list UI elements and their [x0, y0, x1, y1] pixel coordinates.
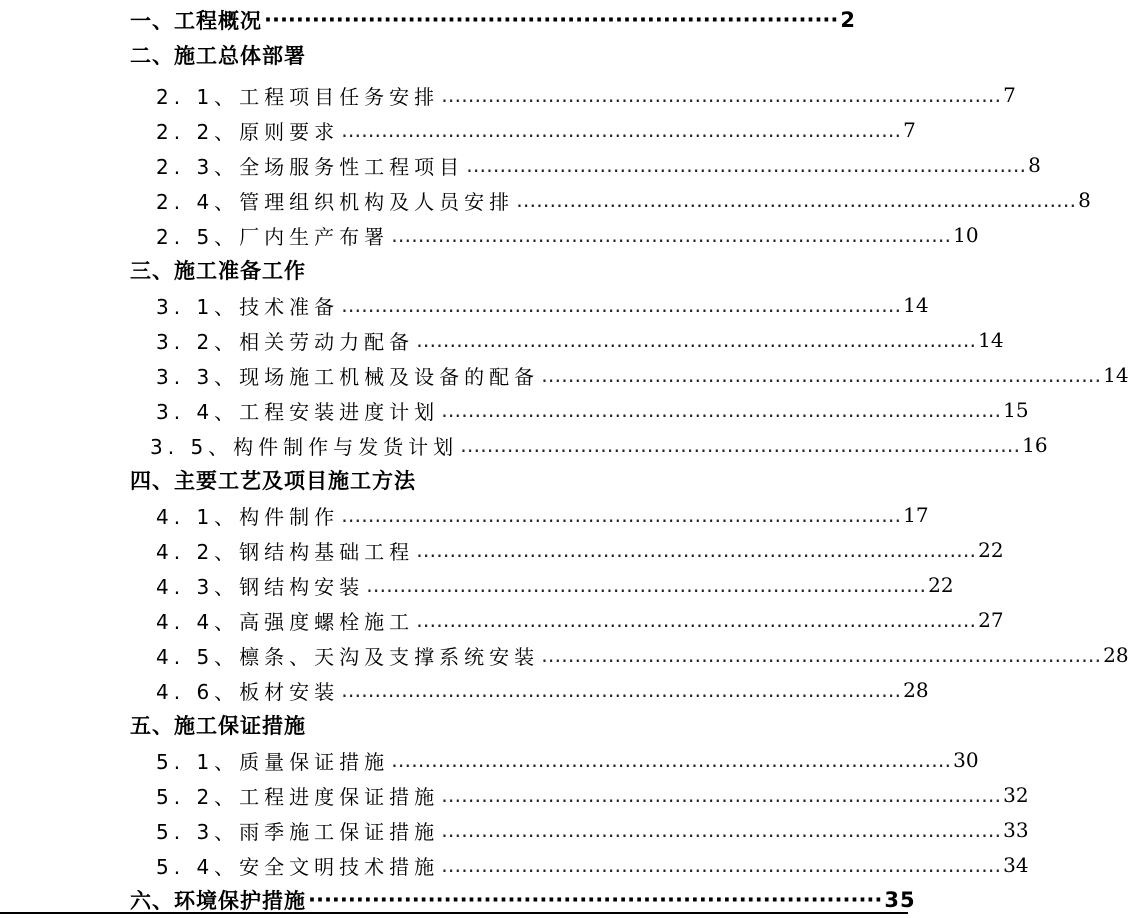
- dot-leader: …………………………………………………………………………: [541, 363, 1102, 387]
- toc-page-number: 35: [884, 888, 916, 912]
- toc-entry: [130, 3, 857, 37]
- toc-entry: [156, 533, 1004, 567]
- toc-entry-label: 4. 6、板材安装: [156, 679, 340, 704]
- toc-entry-label: 2. 3、全场服务性工程项目: [156, 154, 465, 179]
- toc-entry-label: 5. 4、安全文明技术措施: [156, 854, 440, 879]
- toc-entry: [156, 498, 929, 532]
- toc-entry: [150, 428, 1048, 462]
- toc-entry-label: 4. 1、构件制作: [156, 504, 340, 529]
- toc-page-number: 27: [978, 608, 1004, 632]
- toc-entry-label: 5. 3、雨季施工保证措施: [156, 819, 440, 844]
- toc-entry: [156, 78, 1016, 112]
- toc-entry-label: 3. 4、工程安装进度计划: [156, 399, 440, 424]
- toc-page-number: 28: [1103, 643, 1129, 667]
- toc-entry-label: 5. 1、质量保证措施: [156, 749, 390, 774]
- toc-entry-label: 5. 2、工程进度保证措施: [156, 784, 440, 809]
- dot-leader: …………………………………………………………………………: [516, 188, 1077, 212]
- toc-entry-label: 3. 3、现场施工机械及设备的配备: [156, 364, 540, 389]
- toc-page-number: 10: [953, 223, 979, 247]
- toc-entry-label: 六、环境保护措施: [130, 889, 306, 913]
- toc-page-number: 28: [903, 678, 929, 702]
- dot-leader: …………………………………………………………………………: [416, 328, 977, 352]
- toc-page-number: 34: [1003, 853, 1029, 877]
- dot-leader: …………………………………………………………………………: [541, 643, 1102, 667]
- dot-leader: …………………………………………………………………………: [441, 818, 1002, 842]
- dot-leader: …………………………………………………………………………: [441, 398, 1002, 422]
- toc-entry: [156, 778, 1029, 812]
- toc-entry-label: 2. 1、工程项目任务安排: [156, 84, 440, 109]
- toc-page-number: 22: [978, 538, 1004, 562]
- toc-entry: [156, 603, 1004, 637]
- dot-leader: …………………………………………………………………………: [341, 293, 902, 317]
- dot-leader: …………………………………………………………………………: [466, 153, 1027, 177]
- toc-entry-label: 2. 4、管理组织机构及人员安排: [156, 189, 515, 214]
- toc-entry: [156, 288, 929, 322]
- toc-entry-label: 2. 2、原则要求: [156, 119, 340, 144]
- dot-leader: …………………………………………………………………………: [341, 118, 902, 142]
- toc-page-number: 14: [978, 328, 1004, 352]
- toc-entry-label: 3. 1、技术准备: [156, 294, 340, 319]
- bottom-rule: [0, 912, 908, 914]
- toc-entry: [130, 463, 784, 497]
- toc-entry: [156, 113, 916, 147]
- toc-page-number: 7: [1003, 83, 1016, 107]
- toc-entry-label: 三、施工准备工作: [130, 259, 306, 283]
- toc-entry: [156, 673, 929, 707]
- toc-page-number: 2: [840, 8, 857, 32]
- toc-page-number: 30: [953, 748, 979, 772]
- toc-entry: [156, 183, 1091, 217]
- dot-leader: …………………………………………………………………………: [366, 573, 927, 597]
- dot-leader: …………………………………………………………………………: [460, 433, 1021, 457]
- toc-entry: [156, 358, 1129, 392]
- toc-entry: [156, 813, 1029, 847]
- toc-page-number: 7: [903, 118, 916, 142]
- toc-entry: [156, 743, 979, 777]
- toc-entry-label: 4. 5、檩条、天沟及支撑系统安装: [156, 644, 540, 669]
- toc-page-number: 17: [903, 503, 929, 527]
- toc-entry: [156, 218, 979, 252]
- toc-entry-label: 4. 2、钢结构基础工程: [156, 539, 415, 564]
- dot-leader: …………………………………………………………………………: [341, 678, 902, 702]
- toc-page-number: 32: [1003, 783, 1029, 807]
- toc-page-number: 8: [1028, 153, 1041, 177]
- toc-entry-label: 4. 3、钢结构安装: [156, 574, 365, 599]
- toc-entry-label: 一、工程概况: [130, 9, 262, 33]
- toc-entry-label: 二、施工总体部署: [130, 44, 306, 68]
- dot-leader: …………………………………………………………………………: [391, 223, 952, 247]
- toc-entry: [156, 323, 1004, 357]
- toc-entry: [130, 38, 784, 72]
- toc-entry: [156, 393, 1029, 427]
- toc-entry: [156, 848, 1029, 882]
- toc-entry-label: 3. 2、相关劳动力配备: [156, 329, 415, 354]
- dot-leader: ········································································: [264, 8, 839, 32]
- toc-page-number: 8: [1078, 188, 1091, 212]
- toc-page-number: 14: [1103, 363, 1129, 387]
- toc-entry-label: 3. 5、构件制作与发货计划: [150, 434, 459, 459]
- toc-entry-label: 4. 4、高强度螺栓施工: [156, 609, 415, 634]
- toc-entry: [156, 638, 1129, 672]
- dot-leader: …………………………………………………………………………: [441, 783, 1002, 807]
- dot-leader: …………………………………………………………………………: [441, 853, 1002, 877]
- toc-page-number: 33: [1003, 818, 1029, 842]
- toc-page-number: 14: [903, 293, 929, 317]
- toc-page-number: 15: [1003, 398, 1029, 422]
- toc-entry-label: 四、主要工艺及项目施工方法: [130, 469, 416, 493]
- toc-page-number: 22: [928, 573, 954, 597]
- toc-entry: [130, 253, 784, 287]
- toc-entry: [130, 708, 784, 742]
- dot-leader: …………………………………………………………………………: [416, 538, 977, 562]
- toc-entry: [156, 568, 954, 602]
- dot-leader: …………………………………………………………………………: [341, 503, 902, 527]
- dot-leader: …………………………………………………………………………: [391, 748, 952, 772]
- toc-entry-label: 五、施工保证措施: [130, 714, 306, 738]
- dot-leader: …………………………………………………………………………: [416, 608, 977, 632]
- dot-leader: …………………………………………………………………………: [441, 83, 1002, 107]
- toc-entry: [156, 148, 1041, 182]
- dot-leader: ········································································: [308, 888, 883, 912]
- toc-entry-label: 2. 5、厂内生产布署: [156, 224, 390, 249]
- toc-page-number: 16: [1022, 433, 1048, 457]
